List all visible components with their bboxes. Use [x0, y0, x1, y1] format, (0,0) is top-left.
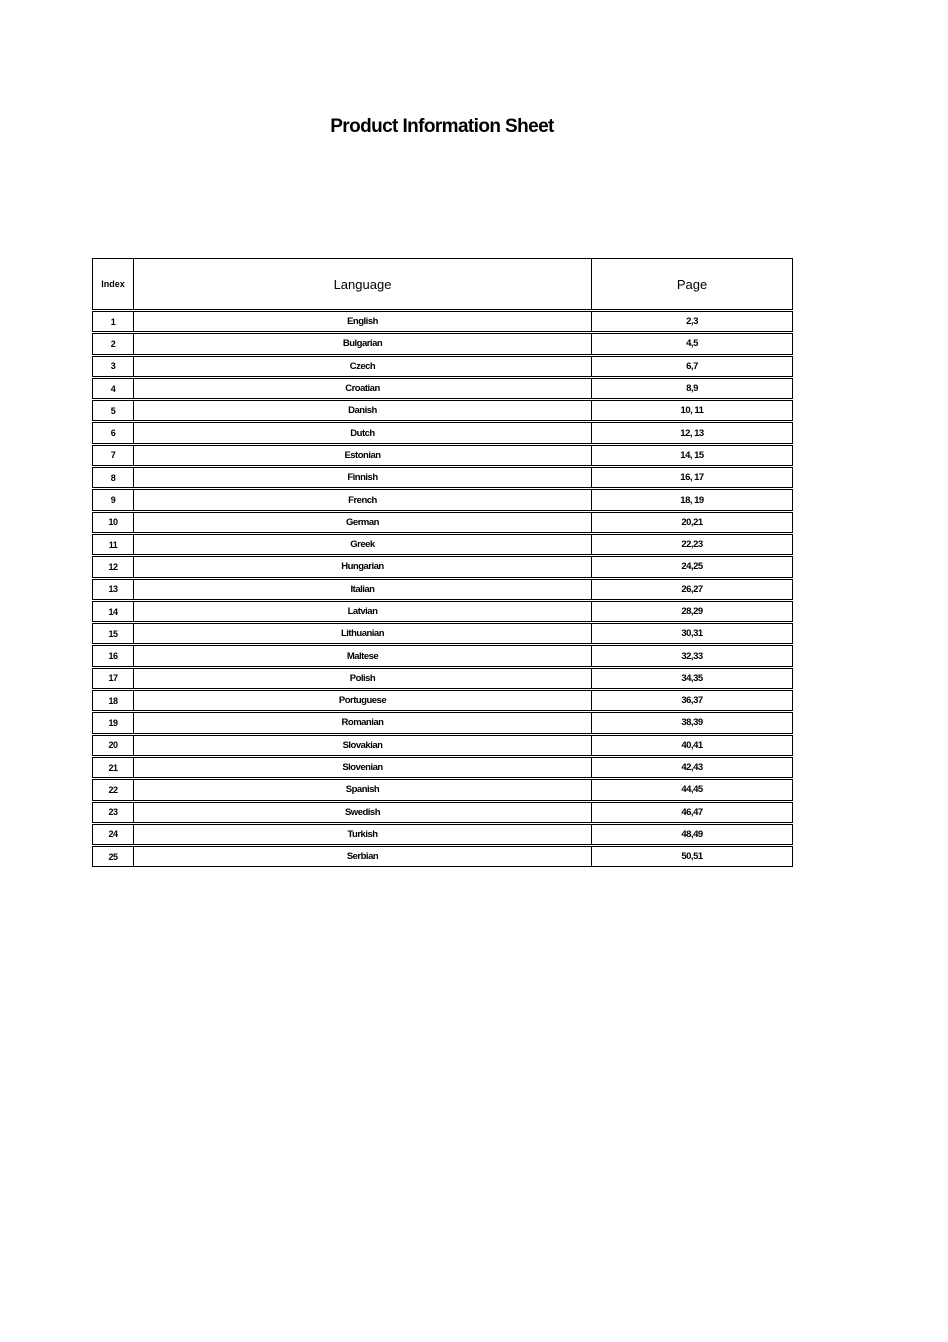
cell-index: 21: [93, 756, 134, 778]
cell-language: Finnish: [134, 467, 592, 489]
cell-index: 24: [93, 823, 134, 845]
cell-language: Serbian: [134, 846, 592, 867]
cell-page: 50,51: [592, 846, 793, 867]
cell-page: 48,49: [592, 823, 793, 845]
table-row: [93, 801, 793, 823]
table-row: [93, 511, 793, 533]
table-row: [93, 533, 793, 555]
cell-index: 11: [93, 533, 134, 555]
cell-page: 32,33: [592, 645, 793, 667]
table-row: [93, 823, 793, 845]
language-table: [92, 258, 793, 867]
cell-index: 5: [93, 400, 134, 422]
cell-page: 20,21: [592, 511, 793, 533]
cell-index: 25: [93, 846, 134, 867]
cell-page: 34,35: [592, 667, 793, 689]
cell-index: 8: [93, 467, 134, 489]
cell-index: 12: [93, 556, 134, 578]
cell-page: 14, 15: [592, 444, 793, 466]
table-row: [93, 377, 793, 399]
table-row: [93, 623, 793, 645]
cell-language: Spanish: [134, 779, 592, 801]
cell-page: 30,31: [592, 623, 793, 645]
table-row: [93, 712, 793, 734]
cell-page: 18, 19: [592, 489, 793, 511]
cell-index: 6: [93, 422, 134, 444]
cell-language: English: [134, 311, 592, 333]
table-row: [93, 667, 793, 689]
table-row: [93, 556, 793, 578]
table-row: [93, 489, 793, 511]
cell-language: Latvian: [134, 600, 592, 622]
cell-page: 36,37: [592, 690, 793, 712]
cell-page: 4,5: [592, 333, 793, 355]
cell-language: Polish: [134, 667, 592, 689]
cell-language: Greek: [134, 533, 592, 555]
cell-page: 6,7: [592, 355, 793, 377]
column-header-page: Page: [592, 259, 793, 311]
table-row: [93, 645, 793, 667]
cell-index: 16: [93, 645, 134, 667]
cell-index: 15: [93, 623, 134, 645]
cell-language: Portuguese: [134, 690, 592, 712]
cell-index: 20: [93, 734, 134, 756]
cell-page: 8,9: [592, 377, 793, 399]
table-row: [93, 578, 793, 600]
cell-language: Hungarian: [134, 556, 592, 578]
table-row: [93, 734, 793, 756]
cell-page: 44,45: [592, 779, 793, 801]
table-row: [93, 690, 793, 712]
table-row: [93, 600, 793, 622]
table-row: [93, 779, 793, 801]
cell-page: 10, 11: [592, 400, 793, 422]
cell-index: 17: [93, 667, 134, 689]
cell-language: Bulgarian: [134, 333, 592, 355]
table-row: [93, 756, 793, 778]
cell-page: 2,3: [592, 311, 793, 333]
cell-page: 28,29: [592, 600, 793, 622]
table-header-row: [93, 259, 793, 311]
cell-language: Estonian: [134, 444, 592, 466]
cell-language: Slovakian: [134, 734, 592, 756]
cell-language: Danish: [134, 400, 592, 422]
cell-page: 12, 13: [592, 422, 793, 444]
cell-page: 24,25: [592, 556, 793, 578]
cell-index: 9: [93, 489, 134, 511]
cell-index: 18: [93, 690, 134, 712]
cell-language: Maltese: [134, 645, 592, 667]
cell-page: 22,23: [592, 533, 793, 555]
cell-page: 26,27: [592, 578, 793, 600]
column-header-index: Index: [93, 259, 134, 311]
cell-language: Czech: [134, 355, 592, 377]
cell-index: 7: [93, 444, 134, 466]
cell-index: 22: [93, 779, 134, 801]
cell-language: Turkish: [134, 823, 592, 845]
cell-language: Lithuanian: [134, 623, 592, 645]
page-title: Product Information Sheet: [330, 116, 554, 137]
table-row: [93, 444, 793, 466]
table-row: [93, 400, 793, 422]
cell-language: German: [134, 511, 592, 533]
cell-language: Dutch: [134, 422, 592, 444]
cell-page: 38,39: [592, 712, 793, 734]
cell-index: 10: [93, 511, 134, 533]
cell-language: Slovenian: [134, 756, 592, 778]
column-header-language: Language: [134, 259, 592, 311]
table-row: [93, 355, 793, 377]
cell-page: 42,43: [592, 756, 793, 778]
cell-language: Romanian: [134, 712, 592, 734]
table-row: [93, 422, 793, 444]
cell-index: 13: [93, 578, 134, 600]
cell-index: 4: [93, 377, 134, 399]
cell-language: Italian: [134, 578, 592, 600]
cell-index: 19: [93, 712, 134, 734]
table-row: [93, 333, 793, 355]
cell-language: Swedish: [134, 801, 592, 823]
cell-index: 1: [93, 311, 134, 333]
cell-index: 3: [93, 355, 134, 377]
cell-language: French: [134, 489, 592, 511]
cell-page: 46,47: [592, 801, 793, 823]
table-row: [93, 846, 793, 867]
cell-page: 16, 17: [592, 467, 793, 489]
table-body: [93, 311, 793, 867]
cell-index: 14: [93, 600, 134, 622]
cell-index: 23: [93, 801, 134, 823]
cell-index: 2: [93, 333, 134, 355]
cell-language: Croatian: [134, 377, 592, 399]
cell-page: 40,41: [592, 734, 793, 756]
table-row: [93, 311, 793, 333]
table-row: [93, 467, 793, 489]
